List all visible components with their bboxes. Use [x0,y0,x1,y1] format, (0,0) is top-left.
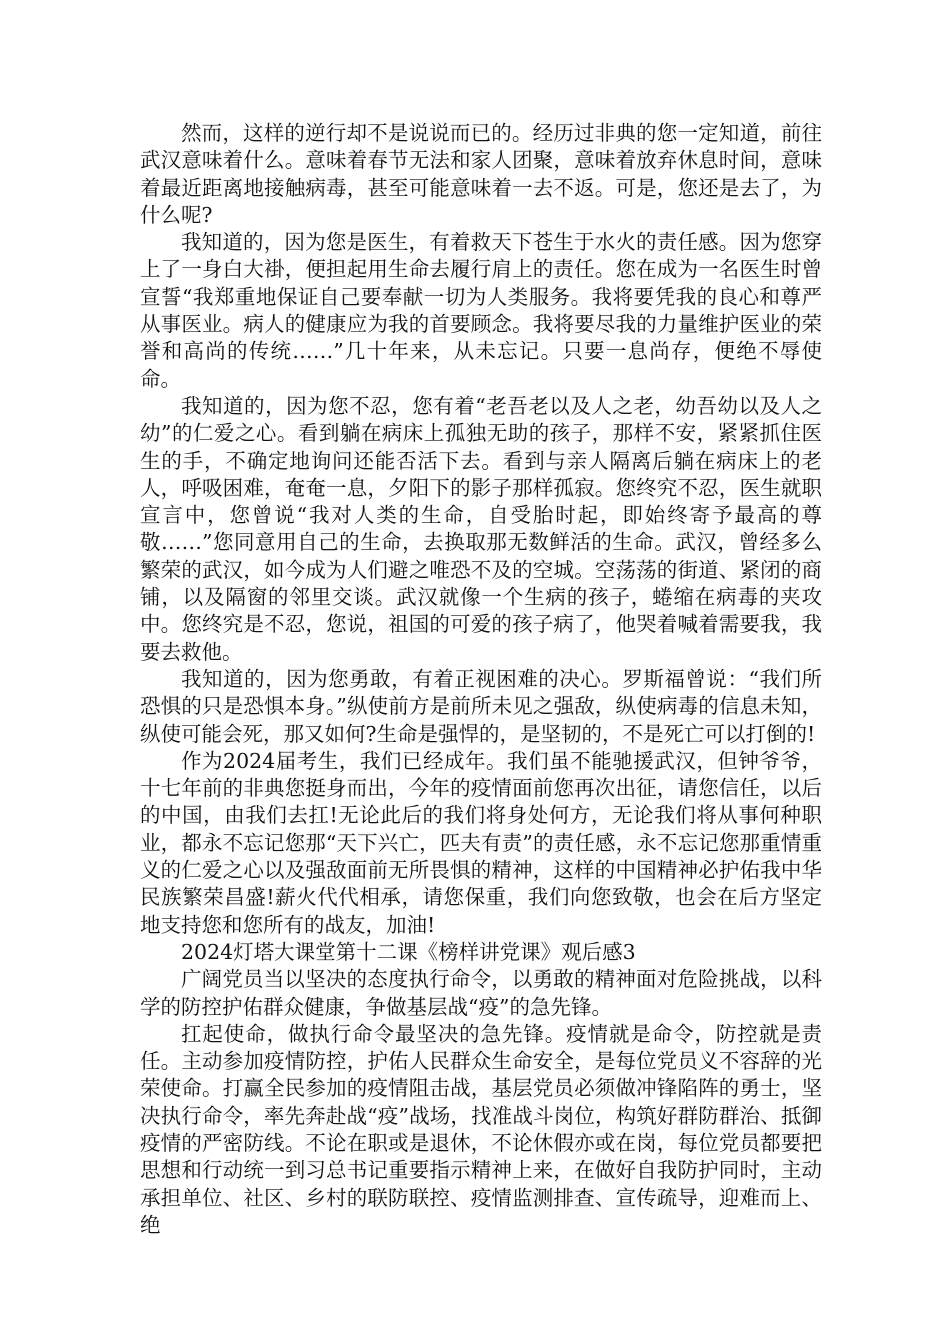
paragraph-2: 我知道的，因为您是医生，有着救天下苍生于水火的责任感。因为您穿上了一身白大褂，便担起用生命去履行肩上的责任。您在成为一名医生时曾宣誓“我郑重地保证自己要奉献一切为人类服务。我将要凭我的良心和尊严从事医业。病人的健康应为我的首要顾念。我将要尽我的力量维护医业的荣誉和高尚的传统……”几十年来，从未忘记。只要一息尚存，便绝不辱使命。 [140,230,822,391]
paragraph-6: 广阔党员当以坚决的态度执行命令，以勇敢的精神面对危险挑战，以科学的防控护佑群众健康，争做基层战“疫”的急先锋。 [140,967,822,1019]
paragraph-5: 作为2024届考生，我们已经成年。我们虽不能驰援武汉，但钟爷爷，十七年前的非典您挺身而出，今年的疫情面前您再次出征，请您信任，以后的中国，由我们去扛!无论此后的我们将身处何方，无论我们将从事何种职业，都永不忘记您那“天下兴亡，匹夫有责”的责任感，永不忘记您那重情重义的仁爱之心以及强敌面前无所畏惧的精神，这样的中国精神必护佑我中华民族繁荣昌盛!薪火代代相承，请您保重，我们向您致敬，也会在后方坚定地支持您和您所有的战友，加油! [140,748,822,937]
document-body [140,120,822,1239]
paragraph-3: 我知道的，因为您不忍，您有着“老吾老以及人之老，幼吾幼以及人之幼”的仁爱之心。看到躺在病床上孤独无助的孩子，那样不安，紧紧抓住医生的手，不确定地询问还能否活下去。看到与亲人隔离后躺在病床上的老人，呼吸困难，奄奄一息，夕阳下的影子那样孤寂。您终究不忍，医生就职宣言中，您曾说“我对人类的生命，自受胎时起，即始终寄予最高的尊敬……”您同意用自己的生命，去换取那无数鲜活的生命。武汉，曾经多么繁荣的武汉，如今成为人们避之唯恐不及的空城。空荡荡的街道、紧闭的商铺，以及隔窗的邻里交谈。武汉就像一个生病的孩子，蜷缩在病毒的夹攻中。您终究是不忍，您说，祖国的可爱的孩子病了，他哭着喊着需要我，我要去救他。 [140,393,822,664]
paragraph-4: 我知道的，因为您勇敢，有着正视困难的决心。罗斯福曾说：“我们所恐惧的只是恐惧本身。”纵使前方是前所未见之强敌，纵使病毒的信息未知，纵使可能会死，那又如何?生命是强悍的，是坚韧的，不是死亡可以打倒的! [140,666,822,746]
paragraph-7: 扛起使命，做执行命令最坚决的急先锋。疫情就是命令，防控就是责任。主动参加疫情防控，护佑人民群众生命安全，是每位党员义不容辞的光荣使命。打赢全民参加的疫情阻击战，基层党员必须做冲锋陷阵的勇士，坚决执行命令，率先奔赴战“疫”战场，找准战斗岗位，构筑好群防群治、抵御疫情的严密防线。不论在职或是退休，不论休假亦或在岗，每位党员都要把思想和行动统一到习总书记重要指示精神上来，在做好自我防护同时，主动承担单位、社区、乡村的联防联控、疫情监测排查、宣传疏导，迎难而上、绝 [140,1021,822,1237]
section-title: 2024灯塔大课堂第十二课《榜样讲党课》观后感3 [181,939,636,964]
paragraph-1: 然而，这样的逆行却不是说说而已的。经历过非典的您一定知道，前往武汉意味着什么。意味着春节无法和家人团聚，意味着放弃休息时间，意味着最近距离地接触病毒，甚至可能意味着一去不返。可是，您还是去了，为什么呢? [140,121,822,227]
